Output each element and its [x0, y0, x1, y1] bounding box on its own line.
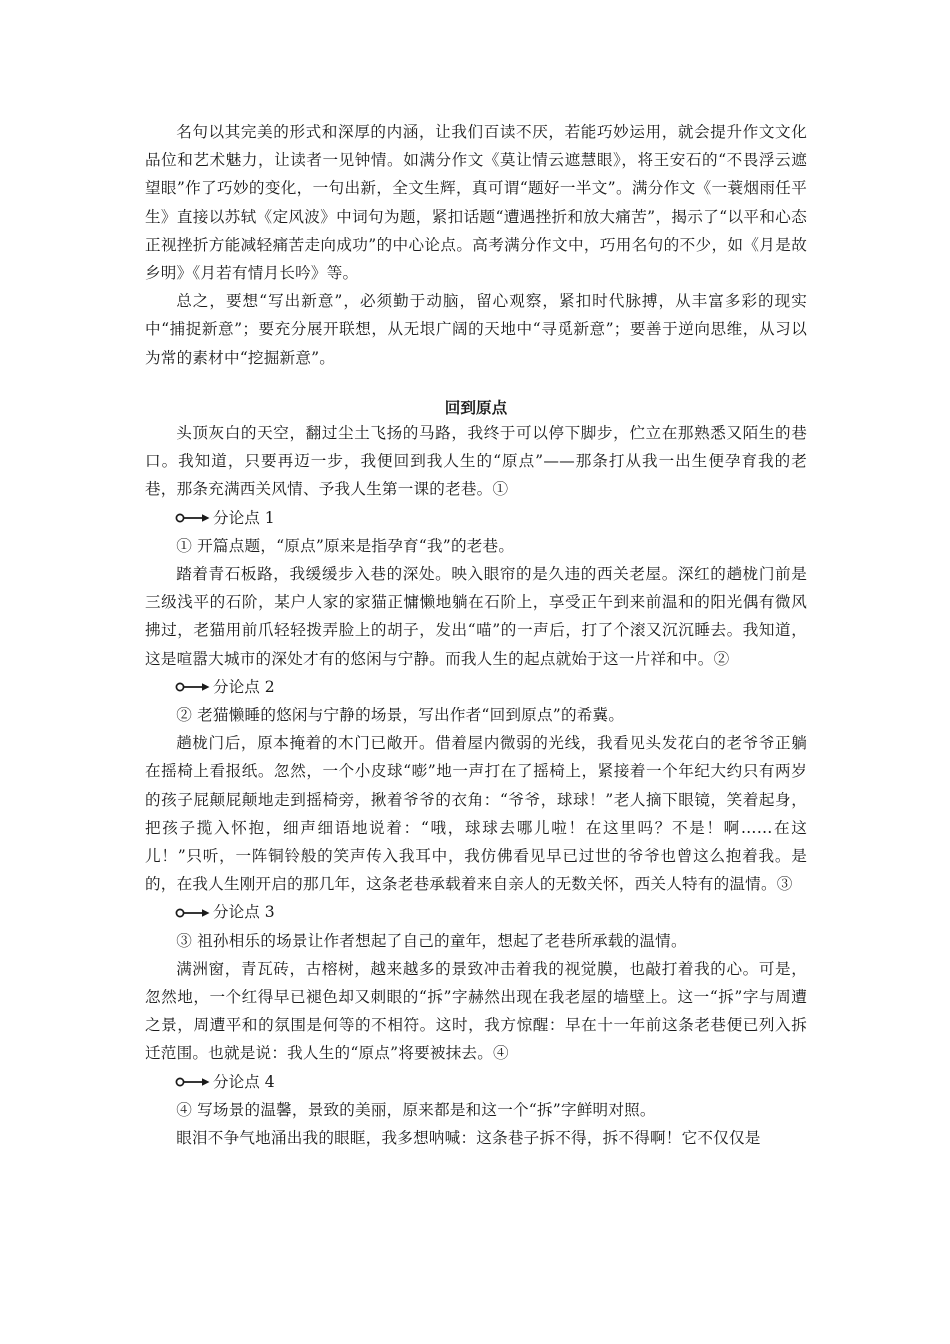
- arrow-icon: [175, 907, 211, 919]
- intro-section: [145, 118, 807, 372]
- essay-paragraph: 满洲窗，青瓦砖，古榕树，越来越多的景致冲击着我的视觉膜，也敲打着我的心。可是，忽然地，一个红得早已褪色却又刺眼的“拆”字赫然出现在我老屋的墙壁上。这一“拆”字与周遭之景，周遭平和的氛围是何等的不相符。这时，我方惊醒：早在十一年前这条老巷便已列入拆迁范围。也就是说：我人生的“原点”将要被抹去。④: [145, 959, 807, 1063]
- intro-paragraph: 名句以其完美的形式和深厚的内涵，让我们百读不厌，若能巧妙运用，就会提升作文文化品位和艺术魅力，让读者一见钟情。如满分作文《莫让情云遮慧眼》，将王安石的“不畏浮云遮望眼”作了巧妙的变化，一句出新，全文生辉，真可谓“题好一半文”。满分作文《一蓑烟雨任平生》直接以苏轼《定风波》中词句为题，紧扣话题“遭遇挫折和放大痛苦”，揭示了“以平和心态正视挫折方能减轻痛苦走向成功”的中心论点。高考满分作文中，巧用名句的不少，如《月是故乡明》《月若有情月长吟》等。: [145, 123, 807, 283]
- sub-argument-marker: [145, 898, 807, 926]
- sub-argument-label: 分论点 2: [213, 677, 275, 696]
- essay-title: 回到原点: [444, 398, 508, 417]
- annotation-note: ② 老猫懒睡的悠闲与宁静的场景，写出作者“回到原点”的希冀。: [176, 706, 625, 725]
- arrow-icon: [175, 512, 211, 524]
- annotation-note: ④ 写场景的温馨，景致的美丽，原来都是和这一个“拆”字鲜明对照。: [176, 1100, 656, 1119]
- essay-paragraph: 头顶灰白的天空，翻过尘土飞扬的马路，我终于可以停下脚步，伫立在那熟悉又陌生的巷口。我知道，只要再迈一步，我便回到我人生的“原点”——那条打从我一出生便孕育我的老巷，那条充满西关风情、予我人生第一课的老巷。①: [145, 424, 807, 499]
- arrow-icon: [175, 681, 211, 693]
- arrow-icon: [175, 1076, 211, 1088]
- sub-argument-label: 分论点 1: [213, 508, 275, 527]
- essay-paragraph: 趟栊门后，原本掩着的木门已敞开。借着屋内微弱的光线，我看见头发花白的老爷爷正躺在摇椅上看报纸。忽然，一个小皮球“嘭”地一声打在了摇椅上，紧接着一个年纪大约只有两岁的孩子屁颠屁颠地走到摇椅旁，揪着爷爷的衣角：“爷爷，球球！”老人摘下眼镜，笑着起身，把孩子揽入怀抱，细声细语地说着：“哦，球球去哪儿啦！在这里吗？不是！啊……在这儿！”只听，一阵铜铃般的笑声传入我耳中，我仿佛看见早已过世的爷爷也曾这么抱着我。是的，在我人生刚开启的那几年，这条老巷承载着来自亲人的无数关怀，西关人特有的温情。③: [145, 734, 807, 894]
- essay-paragraph: 眼泪不争气地涌出我的眼眶，我多想呐喊：这条巷子拆不得，拆不得啊！它不仅仅是: [176, 1129, 761, 1148]
- sub-argument-marker: [145, 504, 807, 532]
- sub-argument-label: 分论点 4: [213, 1072, 275, 1091]
- intro-paragraph: 总之，要想“写出新意”，必须勤于动脑，留心观察，紧扣时代脉搏，从丰富多彩的现实中“捕捉新意”；要充分展开联想，从无垠广阔的天地中“寻觅新意”；要善于逆向思维，从习以为常的素材中“挖掘新意”。: [145, 292, 807, 367]
- sub-argument-marker: [145, 1068, 807, 1096]
- sub-argument-marker: [145, 673, 807, 701]
- essay-paragraph: 踏着青石板路，我缓缓步入巷的深处。映入眼帘的是久违的西关老屋。深红的趟栊门前是三级浅平的石阶，某户人家的家猫正慵懒地躺在石阶上，享受正午到来前温和的阳光偶有微风拂过，老猫用前爪轻轻拨弄脸上的胡子，发出“喵”的一声后，打了个滚又沉沉睡去。我知道，这是喧嚣大城市的深处才有的悠闲与宁静。而我人生的起点就始于这一片祥和中。②: [145, 565, 807, 668]
- annotation-note: ③ 祖孙相乐的场景让作者想起了自己的童年，想起了老巷所承载的温情。: [176, 931, 687, 950]
- sub-argument-label: 分论点 3: [213, 903, 275, 922]
- annotation-note: ① 开篇点题，“原点”原来是指孕育“我”的老巷。: [176, 536, 515, 555]
- essay-body: [145, 419, 807, 1152]
